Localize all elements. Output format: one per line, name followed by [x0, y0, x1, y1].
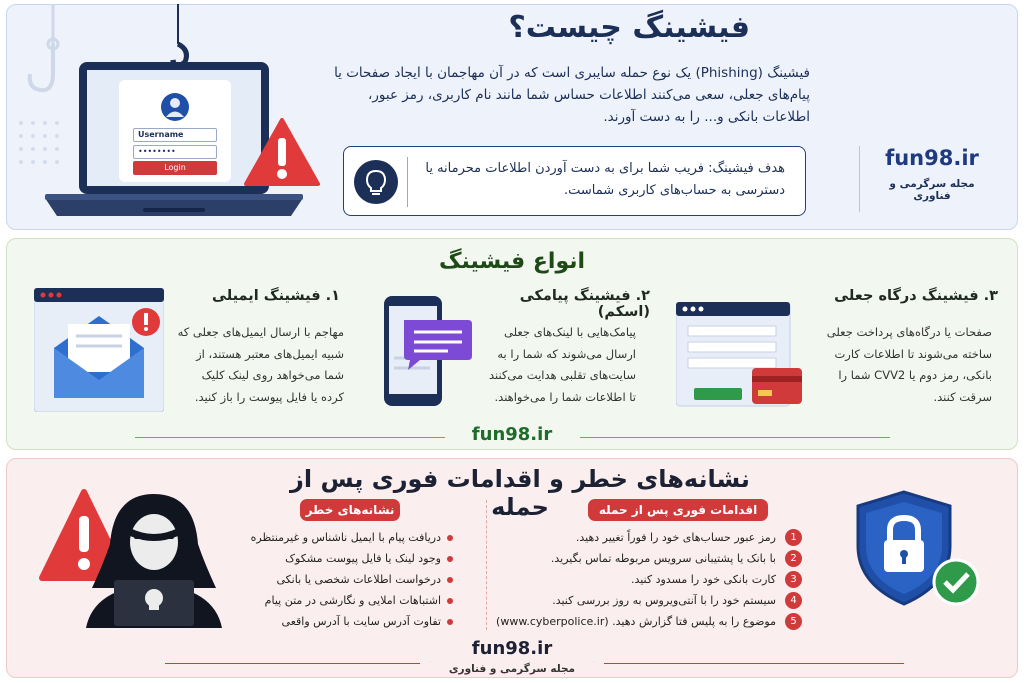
intro-text: فیشینگ (Phishing) یک نوع حمله سایبری است که در آن مهاجمان با ایجاد صفحات یا پیام‌های جعلی، سعی می‌کنند اطلاعات حساس شما مانند نام کاربری، رمز عبور، اطلاعات بانکی و... را به دست آورند.	[334, 65, 810, 125]
brand-name[interactable]: fun98.ir	[885, 146, 979, 170]
warning-icon	[244, 118, 320, 186]
brand-tagline: مجله سرگرمی و فناوری	[889, 178, 975, 202]
password-field[interactable]: ••••••••	[133, 145, 217, 159]
hacker-illustration	[84, 492, 224, 628]
type-email-title: ۱. فیشینگ ایمیلی	[212, 288, 340, 304]
types-title: انواع فیشینگ	[438, 249, 586, 274]
type-gateway-text: صفحات یا درگاه‌های پرداخت جعلی ساخته می‌شوند تا اطلاعات کارت بانکی، رمز دوم یا CVV2 شما را سرقت کنند.	[826, 325, 992, 404]
email-phishing-icon	[34, 288, 164, 412]
list-item: اشتباهات املایی و نگارشی در متن پیام	[250, 590, 455, 611]
danger-signs-label: نشانه‌های خطر	[300, 499, 400, 521]
brand-block-bottom	[420, 638, 604, 675]
type-email-text: مهاجم با ارسال ایمیل‌های جعلی که شبیه ایمیل‌های معتبر هستند، از شما می‌خواهد روی لینک کلیک کرده یا فایل پیوست را باز کنید.	[177, 325, 344, 404]
brand-name-middle[interactable]: fun98.ir	[471, 424, 553, 445]
signs-title: نشانه‌های خطر و اقدامات فوری پس از حمله	[290, 465, 750, 521]
actions-label: اقدامات فوری پس از حمله	[588, 499, 768, 521]
sms-phishing-icon	[378, 296, 474, 408]
actions-list	[492, 527, 802, 632]
type-gateway-title: ۳. فیشینگ درگاه جعلی	[834, 288, 998, 304]
list-item: تفاوت آدرس سایت با آدرس واقعی	[250, 611, 455, 632]
user-avatar-icon	[160, 92, 190, 122]
brand-tagline: مجله سرگرمی و فناوری	[448, 663, 576, 675]
username-field[interactable]: Username	[133, 128, 217, 142]
lightbulb-icon	[354, 160, 398, 204]
danger-signs-list	[250, 527, 455, 632]
list-item: 5 موضوع را به پلیس فتا گزارش دهید. (www.cyberpolice.ir)	[492, 611, 802, 632]
brand-name[interactable]: fun98.ir	[471, 638, 553, 659]
type-sms-text: پیامک‌هایی با لینک‌های جعلی ارسال می‌شوند که شما را به سایت‌های تقلبی هدایت می‌کنند تا اطلاعات شما را می‌خواهند.	[488, 325, 636, 404]
list-item: درخواست اطلاعات شخصی یا بانکی	[250, 569, 455, 590]
list-item: 1 رمز عبور حساب‌های خود را فوراً تغییر دهید.	[492, 527, 802, 548]
security-shield-lock-icon	[850, 488, 990, 608]
list-item: 3 کارت بانکی خود را مسدود کنید.	[492, 569, 802, 590]
fake-gateway-icon	[676, 302, 804, 408]
list-item: وجود لینک یا فایل پیوست مشکوک	[250, 548, 455, 569]
list-item: 4 سیستم خود را با آنتی‌ویروس به روز بررسی کنید.	[492, 590, 802, 611]
goal-text: هدف فیشینگ: فریب شما برای به دست آوردن اطلاعات محرمانه یا دسترسی به حساب‌های کاربری شماست.	[425, 161, 785, 198]
list-item: دریافت پیام با ایمیل ناشناس و غیرمنتظره	[250, 527, 455, 548]
list-item: 2 با بانک یا پشتیبانی سرویس مربوطه تماس بگیرید.	[492, 548, 802, 569]
type-sms-title: ۲. فیشینگ پیامکی (اسکم)	[519, 288, 650, 320]
goal-box	[343, 146, 806, 216]
page-title: فیشینگ چیست؟	[508, 10, 750, 45]
login-button[interactable]: Login	[133, 161, 217, 175]
brand-block-top	[872, 146, 992, 202]
